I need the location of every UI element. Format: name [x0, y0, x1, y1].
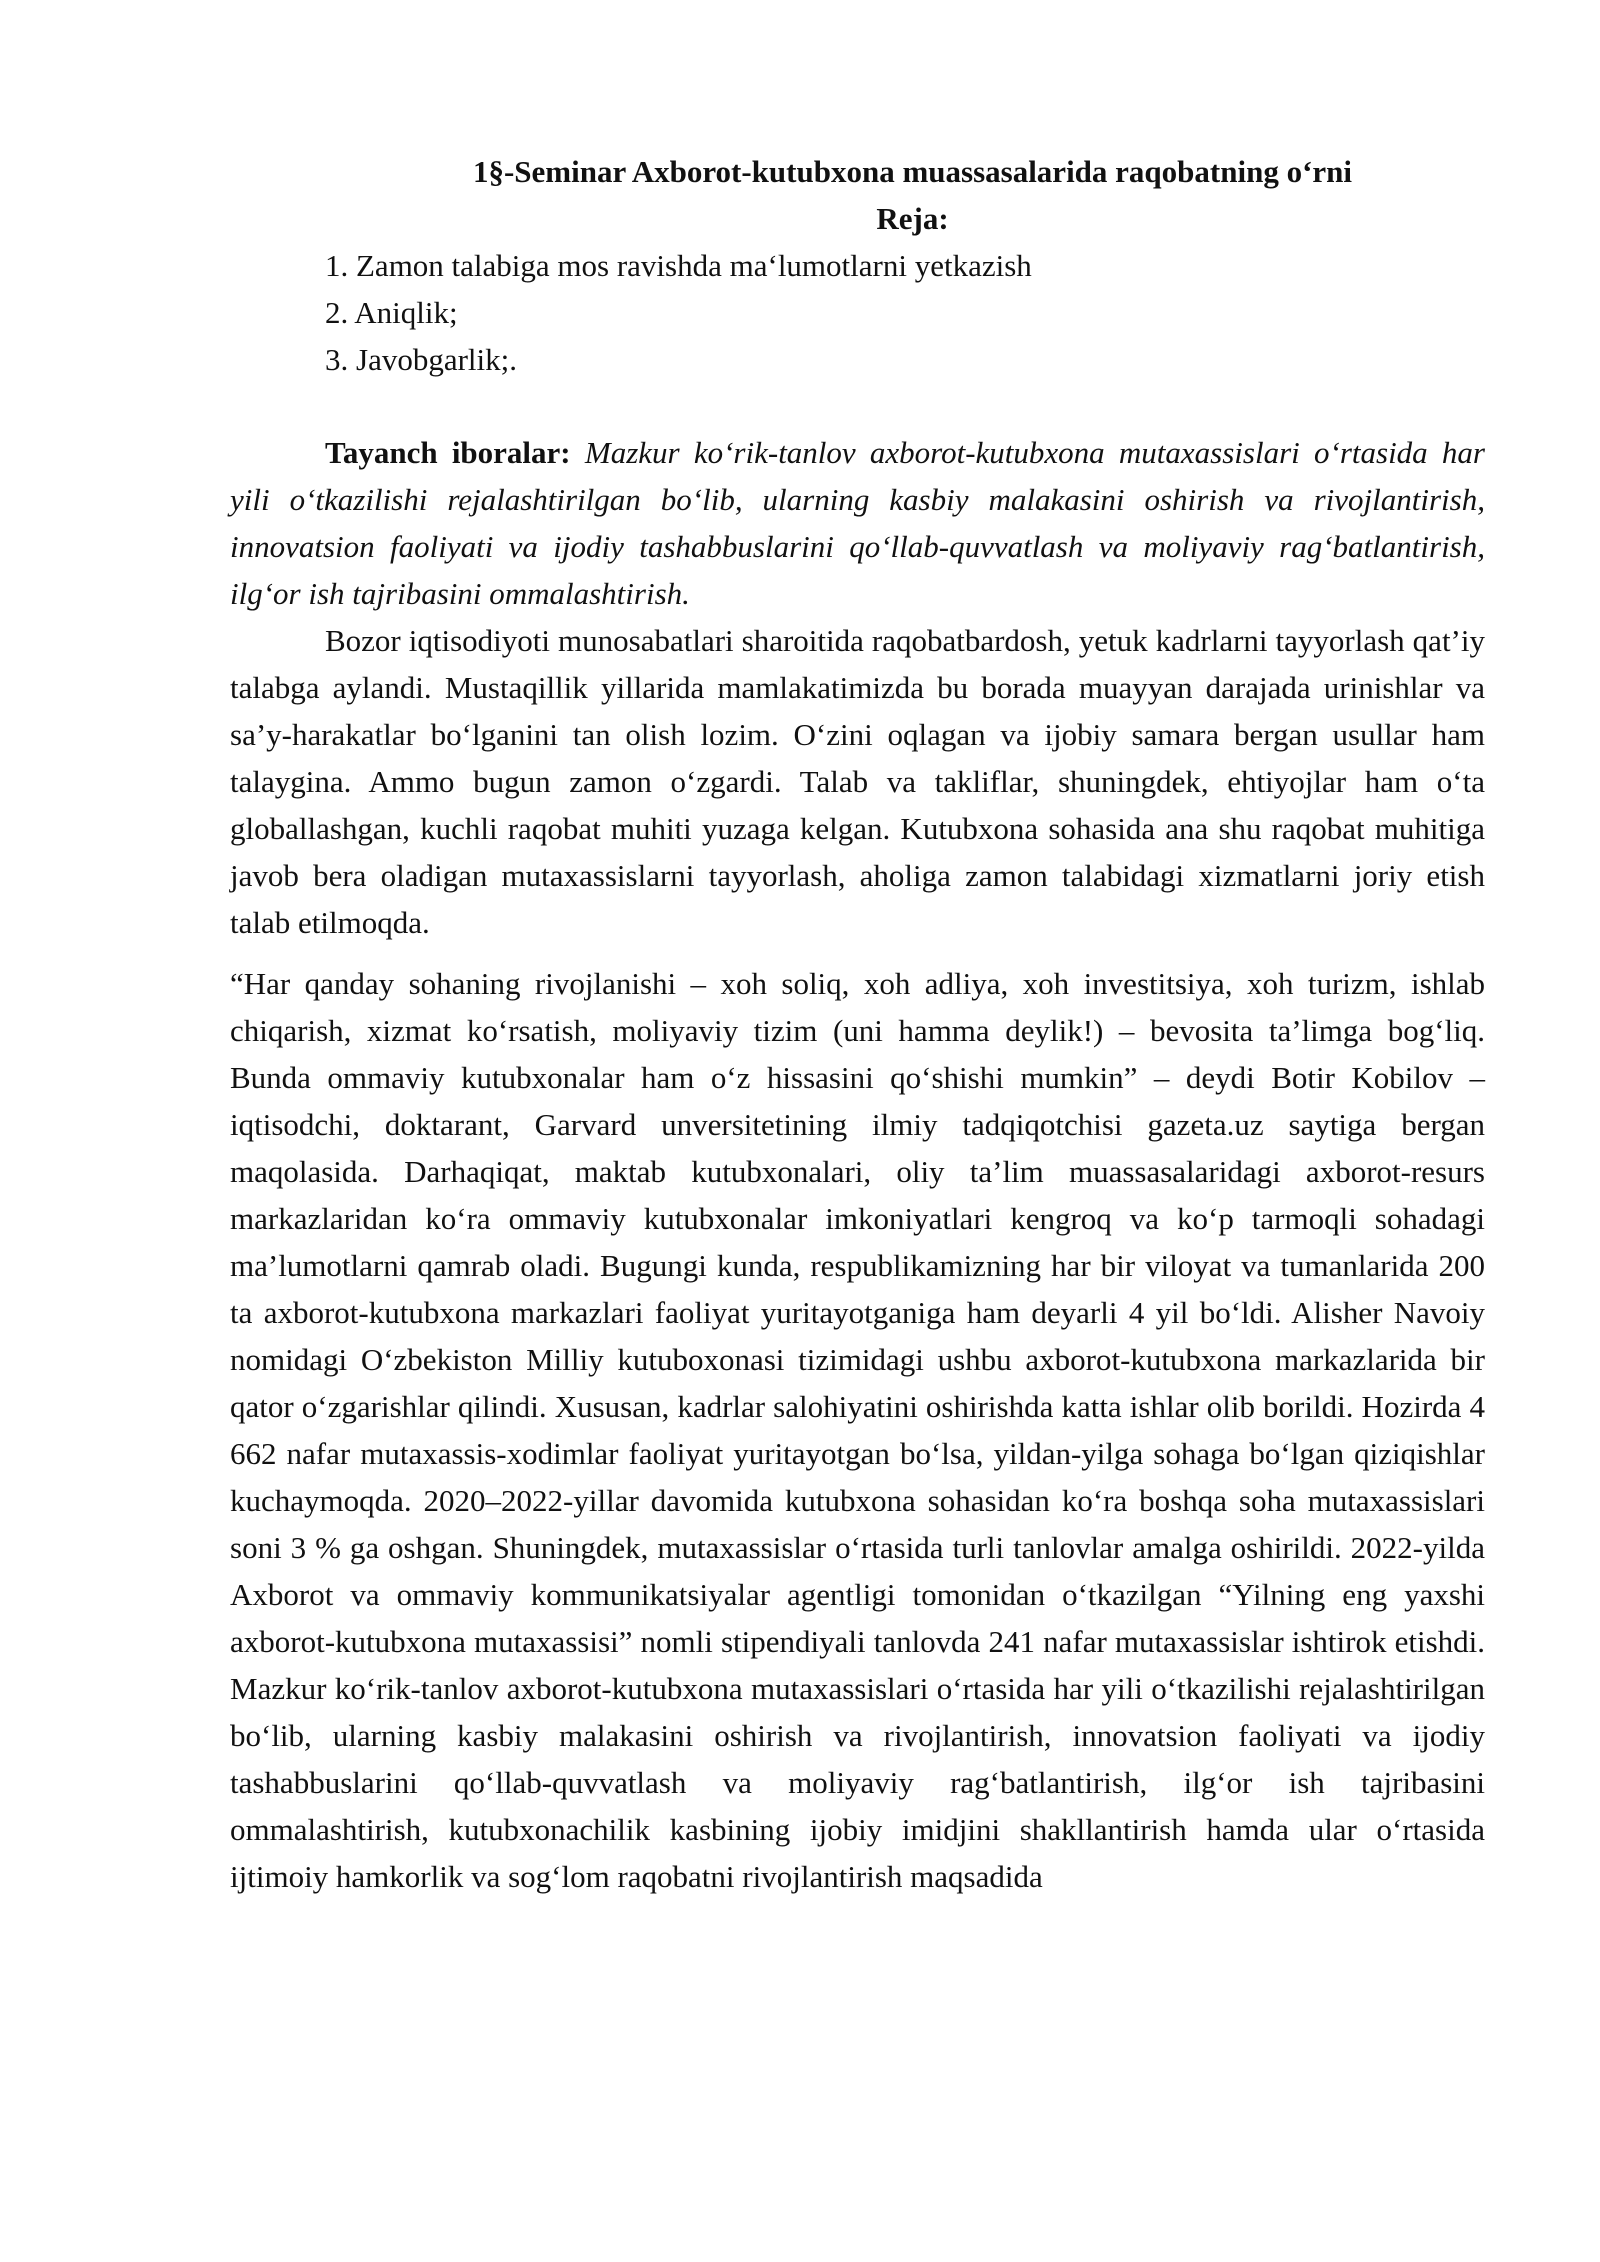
plan-item: 2. Aniqlik;: [325, 295, 458, 330]
plan-list: [230, 242, 1485, 383]
document-body: [230, 148, 1485, 1900]
plan-heading: Reja:: [876, 201, 949, 236]
plan-item: 3. Javobgarlik;.: [325, 342, 517, 377]
plan-item: 1. Zamon talabiga mos ravishda ma‘lumotlarni yetkazish: [325, 248, 1032, 283]
body-paragraph-1: Bozor iqtisodiyoti munosabatlari sharoitida raqobatbardosh, yetuk kadrlarni tayyorlash qat’iy talabga aylandi. Mustaqillik yillarida mamlakatimizda bu borada muayyan darajada urinishlar va sa’y-harakatlar bo‘lganini tan olish lozim. O‘zini oqlagan va ijobiy samara bergan usullar ham talaygina. Ammo bugun zamon o‘zgardi. Talab va takliflar, shuningdek, ehtiyojlar ham o‘ta globallashgan, kuchli raqobat muhiti yuzaga kelgan. Kutubxona sohasida ana shu raqobat muhitiga javob bera oladigan mutaxassislarni tayyorlash, aholiga zamon talabidagi xizmatlarni joriy etish talab etilmoqda.: [230, 623, 1485, 940]
keywords-text: Mazkur ko‘rik-tanlov axborot-kutubxona mutaxassislari o‘rtasida har yili o‘tkazilishi rejalashtirilgan bo‘lib, ularning kasbiy malakasini oshirish va rivojlantirish, innovatsion faoliyati va ijodiy tashabbuslarini qo‘llab-quvvatlash va moliyaviy rag‘batlantirish, ilg‘or ish tajribasini ommalashtirish.: [230, 435, 1485, 611]
body-paragraph-2: “Har qanday sohaning rivojlanishi – xoh soliq, xoh adliya, xoh investitsiya, xoh turizm, ishlab chiqarish, xizmat ko‘rsatish, moliyaviy tizim (uni hamma deylik!) – bevosita ta’limga bog‘liq. Bunda ommaviy kutubxonalar ham o‘z hissasini qo‘shishi mumkin” – deydi Botir Kobilov – iqtisodchi, doktarant, Garvard unversitetining ilmiy tadqiqotchisi gazeta.uz saytiga bergan maqolasida. Darhaqiqat, maktab kutubxonalari, oliy ta’lim muassasalaridagi axborot-resurs markazlaridan ko‘ra ommaviy kutubxonalar imkoniyatlari kengroq va ko‘p tarmoqli sohadagi ma’lumotlarni qamrab oladi. Bugungi kunda, respublikamizning har bir viloyat va tumanlarida 200 ta axborot-kutubxona markazlari faoliyat yuritayotganiga ham deyarli 4 yil bo‘ldi. Alisher Navoiy nomidagi O‘zbekiston Milliy kutuboxonasi tizimidagi ushbu axborot-kutubxona markazlarida bir qator o‘zgarishlar qilindi. Xususan, kadrlar salohiyatini oshirishda katta ishlar olib borildi. Hozirda 4 662 nafar mutaxassis-xodimlar faoliyat yuritayotgan bo‘lsa, yildan-yilga sohaga bo‘lgan qiziqishlar kuchaymoqda. 2020–2022-yillar davomida kutubxona sohasidan ko‘ra boshqa soha mutaxassislari soni 3 % ga oshgan. Shuningdek, mutaxassislar o‘rtasida turli tanlovlar amalga oshirildi. 2022-yilda Axborot va ommaviy kommunikatsiyalar agentligi tomonidan o‘tkazilgan “Yilning eng yaxshi axborot-kutubxona mutaxassisi” nomli stipendiyali tanlovda 241 nafar mutaxassislar ishtirok etishdi. Mazkur ko‘rik-tanlov axborot-kutubxona mutaxassislari o‘rtasida har yili o‘tkazilishi rejalashtirilgan bo‘lib, ularning kasbiy malakasini oshirish va rivojlantirish, innovatsion faoliyati va ijodiy tashabbuslarini qo‘llab-quvvatlash va moliyaviy rag‘batlantirish, ilg‘or ish tajribasini ommalashtirish, kutubxonachilik kasbining ijobiy imidjini shakllantirish hamda ular o‘rtasida ijtimoiy hamkorlik va sog‘lom raqobatni rivojlantirish maqsadida: [230, 966, 1485, 1894]
keywords-label: Tayanch iboralar:: [325, 435, 571, 470]
document-title: 1§-Seminar Axborot-kutubxona muassasalarida raqobatning o‘rni: [472, 154, 1353, 189]
keywords-paragraph: [230, 429, 1485, 617]
